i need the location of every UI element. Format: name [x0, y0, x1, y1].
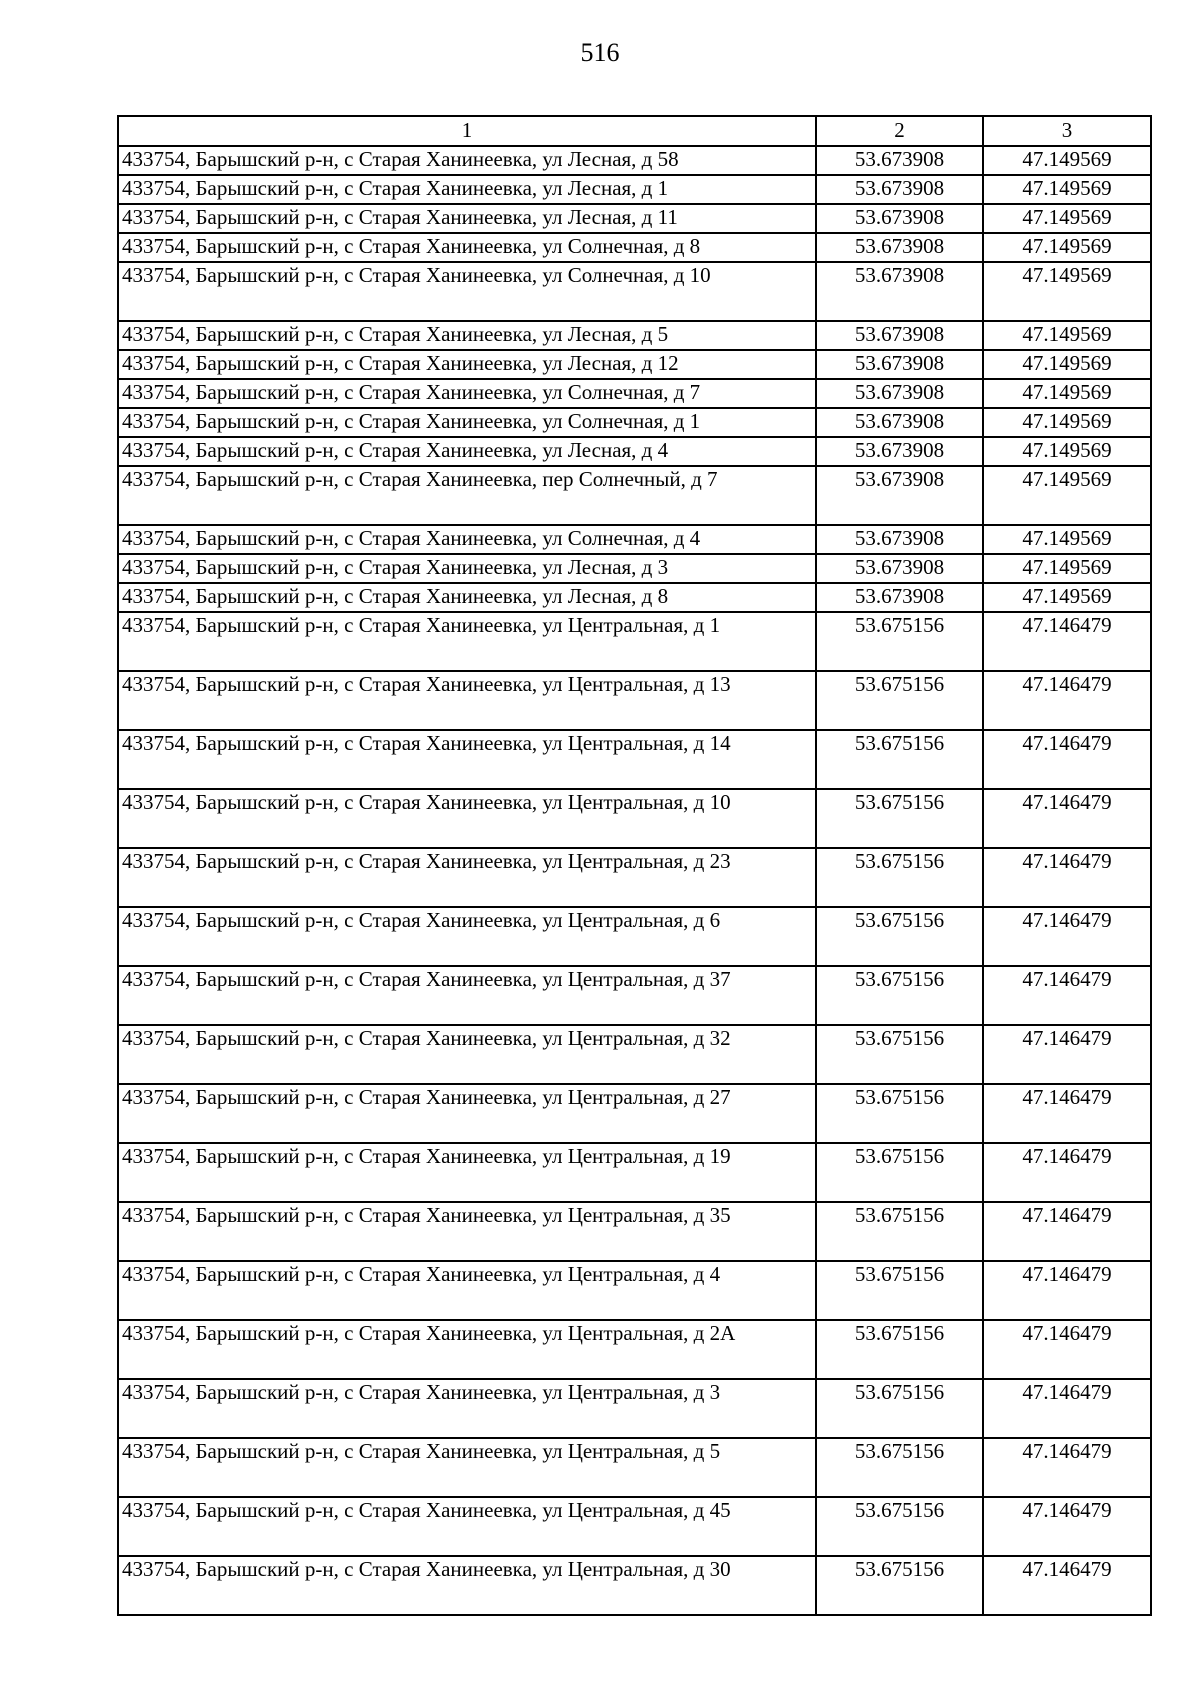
page-number: 516 — [580, 38, 620, 67]
address-cell: 433754, Барышский р-н, с Старая Ханинеевка, ул Лесная, д 11 — [118, 204, 816, 233]
longitude-cell: 47.149569 — [983, 262, 1151, 321]
longitude-cell: 47.146479 — [983, 1556, 1151, 1615]
longitude-cell: 47.149569 — [983, 175, 1151, 204]
address-cell: 433754, Барышский р-н, с Старая Ханинеевка, ул Лесная, д 58 — [118, 146, 816, 175]
longitude-cell: 47.146479 — [983, 1143, 1151, 1202]
address-cell: 433754, Барышский р-н, с Старая Ханинеевка, ул Центральная, д 19 — [118, 1143, 816, 1202]
latitude-cell: 53.673908 — [816, 437, 983, 466]
table-header-row — [118, 116, 1151, 146]
table-row — [118, 379, 1151, 408]
longitude-cell: 47.149569 — [983, 554, 1151, 583]
table-row — [118, 321, 1151, 350]
longitude-cell: 47.146479 — [983, 1025, 1151, 1084]
address-cell: 433754, Барышский р-н, с Старая Ханинеевка, ул Лесная, д 3 — [118, 554, 816, 583]
address-cell: 433754, Барышский р-н, с Старая Ханинеевка, ул Центральная, д 27 — [118, 1084, 816, 1143]
longitude-cell: 47.149569 — [983, 583, 1151, 612]
table-row — [118, 583, 1151, 612]
table-row — [118, 262, 1151, 321]
table-row — [118, 1556, 1151, 1615]
address-cell: 433754, Барышский р-н, с Старая Ханинеевка, ул Центральная, д 37 — [118, 966, 816, 1025]
table-row — [118, 1084, 1151, 1143]
address-cell: 433754, Барышский р-н, с Старая Ханинеевка, ул Солнечная, д 10 — [118, 262, 816, 321]
table-row — [118, 1320, 1151, 1379]
table-row — [118, 848, 1151, 907]
address-cell: 433754, Барышский р-н, с Старая Ханинеевка, ул Центральная, д 13 — [118, 671, 816, 730]
address-cell: 433754, Барышский р-н, с Старая Ханинеевка, ул Лесная, д 12 — [118, 350, 816, 379]
longitude-cell: 47.146479 — [983, 1497, 1151, 1556]
longitude-cell: 47.146479 — [983, 966, 1151, 1025]
longitude-cell: 47.149569 — [983, 321, 1151, 350]
table-row — [118, 408, 1151, 437]
table-row — [118, 966, 1151, 1025]
latitude-cell: 53.673908 — [816, 408, 983, 437]
latitude-cell: 53.675156 — [816, 789, 983, 848]
latitude-cell: 53.675156 — [816, 1025, 983, 1084]
address-cell: 433754, Барышский р-н, с Старая Ханинеевка, ул Солнечная, д 4 — [118, 525, 816, 554]
latitude-cell: 53.675156 — [816, 671, 983, 730]
latitude-cell: 53.675156 — [816, 1556, 983, 1615]
latitude-cell: 53.673908 — [816, 146, 983, 175]
latitude-cell: 53.673908 — [816, 525, 983, 554]
table-row — [118, 525, 1151, 554]
address-cell: 433754, Барышский р-н, с Старая Ханинеевка, ул Лесная, д 4 — [118, 437, 816, 466]
latitude-cell: 53.675156 — [816, 730, 983, 789]
longitude-cell: 47.149569 — [983, 525, 1151, 554]
latitude-cell: 53.673908 — [816, 379, 983, 408]
longitude-cell: 47.146479 — [983, 671, 1151, 730]
longitude-cell: 47.149569 — [983, 437, 1151, 466]
latitude-cell: 53.673908 — [816, 554, 983, 583]
address-cell: 433754, Барышский р-н, с Старая Ханинеевка, ул Центральная, д 32 — [118, 1025, 816, 1084]
address-cell: 433754, Барышский р-н, с Старая Ханинеевка, ул Центральная, д 3 — [118, 1379, 816, 1438]
table-row — [118, 1379, 1151, 1438]
latitude-cell: 53.675156 — [816, 1438, 983, 1497]
table-row — [118, 1497, 1151, 1556]
longitude-cell: 47.149569 — [983, 233, 1151, 262]
longitude-cell: 47.146479 — [983, 612, 1151, 671]
longitude-cell: 47.146479 — [983, 1438, 1151, 1497]
longitude-cell: 47.149569 — [983, 466, 1151, 525]
latitude-cell: 53.675156 — [816, 1202, 983, 1261]
column-header-latitude: 2 — [816, 116, 983, 146]
address-cell: 433754, Барышский р-н, с Старая Ханинеевка, ул Центральная, д 45 — [118, 1497, 816, 1556]
latitude-cell: 53.675156 — [816, 848, 983, 907]
table-row — [118, 730, 1151, 789]
table-row — [118, 1202, 1151, 1261]
longitude-cell: 47.146479 — [983, 907, 1151, 966]
longitude-cell: 47.149569 — [983, 408, 1151, 437]
column-header-longitude: 3 — [983, 116, 1151, 146]
latitude-cell: 53.675156 — [816, 966, 983, 1025]
table-body — [118, 146, 1151, 1615]
latitude-cell: 53.675156 — [816, 612, 983, 671]
address-cell: 433754, Барышский р-н, с Старая Ханинеевка, ул Центральная, д 14 — [118, 730, 816, 789]
table-row — [118, 204, 1151, 233]
table-row — [118, 671, 1151, 730]
longitude-cell: 47.149569 — [983, 146, 1151, 175]
latitude-cell: 53.675156 — [816, 1261, 983, 1320]
table-row — [118, 175, 1151, 204]
table-row — [118, 1261, 1151, 1320]
address-cell: 433754, Барышский р-н, с Старая Ханинеевка, ул Центральная, д 35 — [118, 1202, 816, 1261]
column-header-address: 1 — [118, 116, 816, 146]
table-row — [118, 907, 1151, 966]
latitude-cell: 53.673908 — [816, 350, 983, 379]
longitude-cell: 47.146479 — [983, 1084, 1151, 1143]
address-cell: 433754, Барышский р-н, с Старая Ханинеевка, ул Центральная, д 10 — [118, 789, 816, 848]
latitude-cell: 53.673908 — [816, 233, 983, 262]
latitude-cell: 53.673908 — [816, 466, 983, 525]
latitude-cell: 53.673908 — [816, 175, 983, 204]
latitude-cell: 53.673908 — [816, 204, 983, 233]
address-cell: 433754, Барышский р-н, с Старая Ханинеевка, ул Центральная, д 23 — [118, 848, 816, 907]
address-cell: 433754, Барышский р-н, с Старая Ханинеевка, ул Лесная, д 5 — [118, 321, 816, 350]
address-cell: 433754, Барышский р-н, с Старая Ханинеевка, ул Центральная, д 6 — [118, 907, 816, 966]
longitude-cell: 47.146479 — [983, 848, 1151, 907]
address-cell: 433754, Барышский р-н, с Старая Ханинеевка, ул Лесная, д 1 — [118, 175, 816, 204]
address-cell: 433754, Барышский р-н, с Старая Ханинеевка, ул Центральная, д 4 — [118, 1261, 816, 1320]
longitude-cell: 47.146479 — [983, 789, 1151, 848]
address-cell: 433754, Барышский р-н, с Старая Ханинеевка, ул Центральная, д 30 — [118, 1556, 816, 1615]
longitude-cell: 47.146479 — [983, 1261, 1151, 1320]
address-cell: 433754, Барышский р-н, с Старая Ханинеевка, ул Лесная, д 8 — [118, 583, 816, 612]
longitude-cell: 47.149569 — [983, 379, 1151, 408]
address-cell: 433754, Барышский р-н, с Старая Ханинеевка, ул Солнечная, д 8 — [118, 233, 816, 262]
address-cell: 433754, Барышский р-н, с Старая Ханинеевка, ул Центральная, д 2А — [118, 1320, 816, 1379]
latitude-cell: 53.673908 — [816, 583, 983, 612]
address-cell: 433754, Барышский р-н, с Старая Ханинеевка, ул Солнечная, д 1 — [118, 408, 816, 437]
table-row — [118, 466, 1151, 525]
address-table — [117, 115, 1152, 1616]
latitude-cell: 53.675156 — [816, 907, 983, 966]
table-row — [118, 146, 1151, 175]
longitude-cell: 47.146479 — [983, 730, 1151, 789]
latitude-cell: 53.675156 — [816, 1497, 983, 1556]
table-row — [118, 233, 1151, 262]
latitude-cell: 53.675156 — [816, 1379, 983, 1438]
address-cell: 433754, Барышский р-н, с Старая Ханинеевка, пер Солнечный, д 7 — [118, 466, 816, 525]
table-row — [118, 1438, 1151, 1497]
table-row — [118, 437, 1151, 466]
latitude-cell: 53.675156 — [816, 1143, 983, 1202]
table-row — [118, 1025, 1151, 1084]
latitude-cell: 53.673908 — [816, 262, 983, 321]
address-cell: 433754, Барышский р-н, с Старая Ханинеевка, ул Солнечная, д 7 — [118, 379, 816, 408]
longitude-cell: 47.149569 — [983, 350, 1151, 379]
longitude-cell: 47.146479 — [983, 1379, 1151, 1438]
longitude-cell: 47.146479 — [983, 1320, 1151, 1379]
table-row — [118, 554, 1151, 583]
address-cell: 433754, Барышский р-н, с Старая Ханинеевка, ул Центральная, д 1 — [118, 612, 816, 671]
table-row — [118, 1143, 1151, 1202]
longitude-cell: 47.149569 — [983, 204, 1151, 233]
table-row — [118, 350, 1151, 379]
latitude-cell: 53.675156 — [816, 1320, 983, 1379]
latitude-cell: 53.673908 — [816, 321, 983, 350]
table-row — [118, 612, 1151, 671]
latitude-cell: 53.675156 — [816, 1084, 983, 1143]
table-row — [118, 789, 1151, 848]
address-cell: 433754, Барышский р-н, с Старая Ханинеевка, ул Центральная, д 5 — [118, 1438, 816, 1497]
longitude-cell: 47.146479 — [983, 1202, 1151, 1261]
